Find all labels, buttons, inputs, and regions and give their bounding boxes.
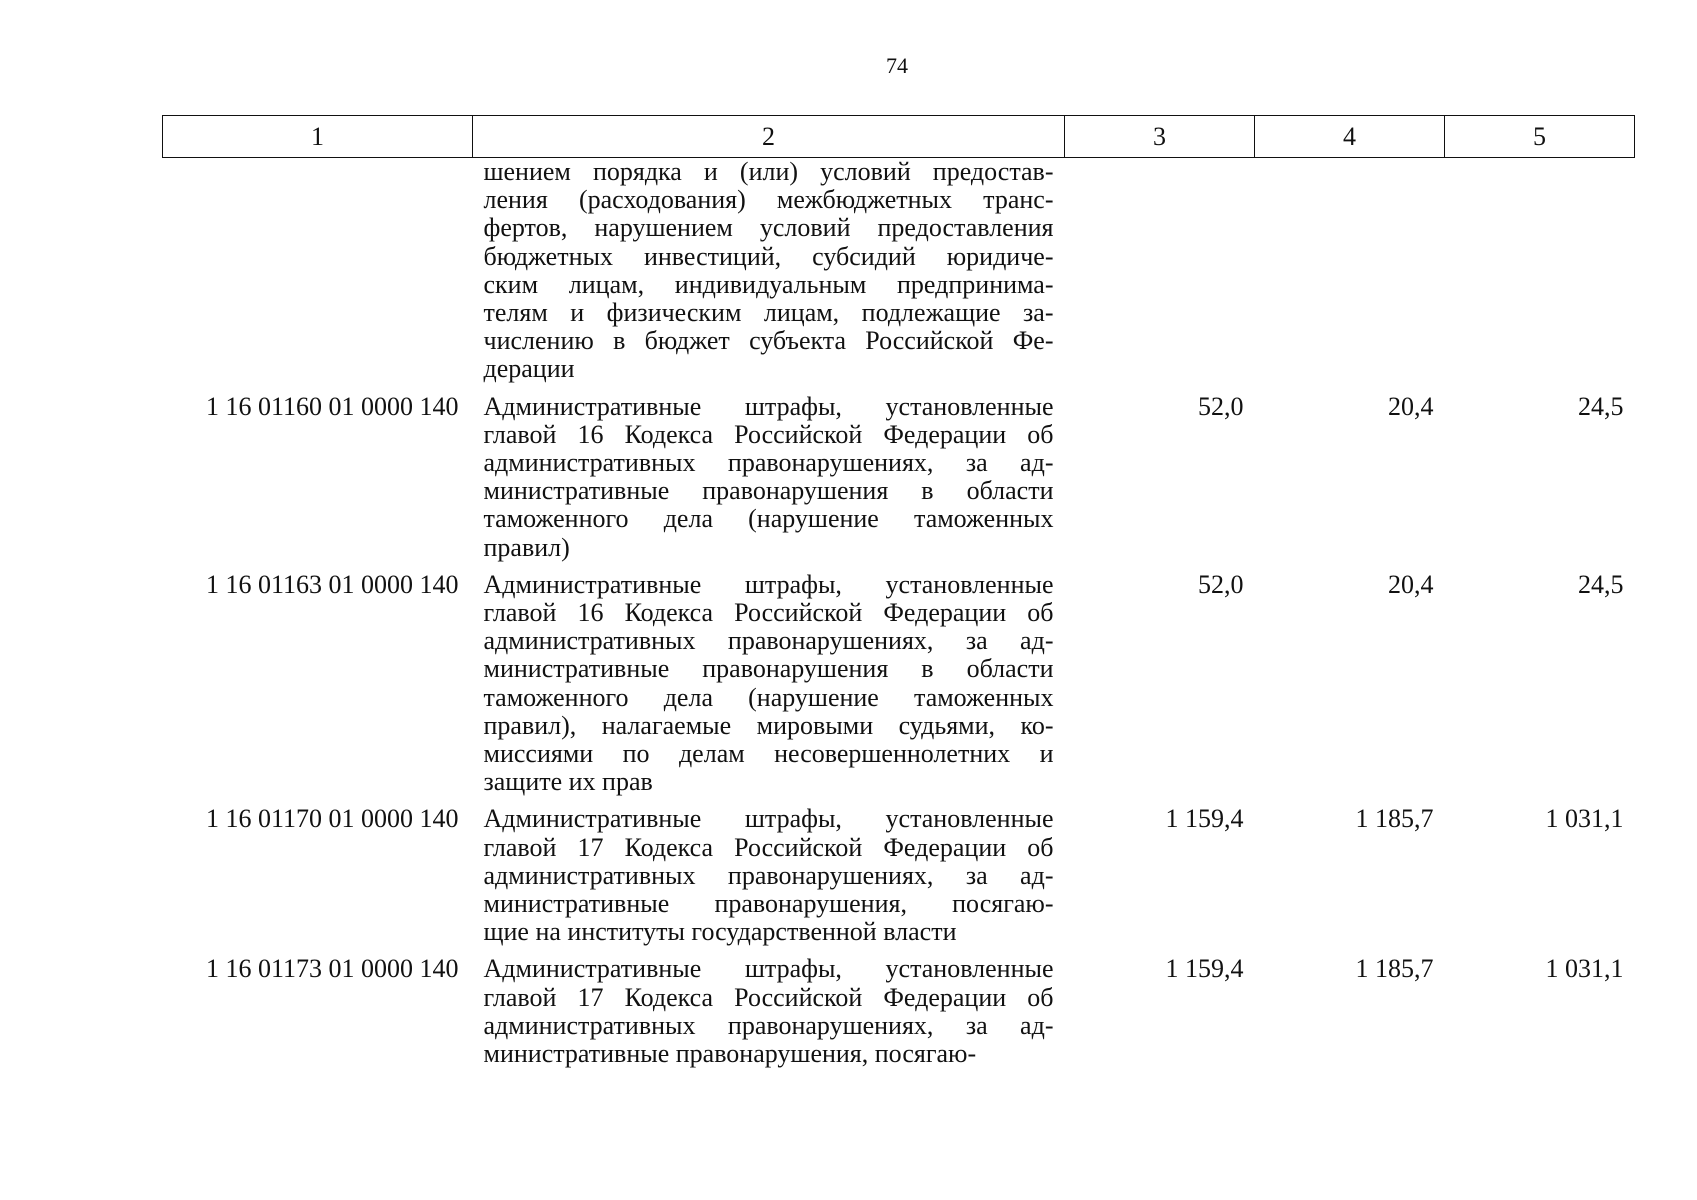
description-line: административных правонарушениях, за ад- xyxy=(483,860,1054,890)
amount-column-4-cell xyxy=(1255,158,1445,384)
description-line: миссиями по делам несовершеннолетних и xyxy=(483,739,1054,769)
column-header-5: 5 xyxy=(1445,116,1635,158)
table-header xyxy=(163,116,1635,158)
description-line: бюджетных инвестиций, субсидий юридиче- xyxy=(483,241,1054,271)
amount-column-3-cell: 52,0 xyxy=(1198,391,1244,421)
amount-column-4-cell: 1 185,7 xyxy=(1355,954,1434,984)
table-body xyxy=(163,158,1635,1069)
header-row xyxy=(163,116,1635,158)
table-row xyxy=(163,796,1635,946)
budget-code-cell: 1 16 01170 01 0000 140 xyxy=(205,804,459,834)
description-line: ления (расходования) межбюджетных транс- xyxy=(483,185,1054,215)
budget-code-cell: 1 16 01160 01 0000 140 xyxy=(205,391,459,421)
description-line: административных правонарушениях, за ад- xyxy=(483,1010,1054,1040)
amount-column-3-cell xyxy=(1065,158,1255,384)
description-line: административных правонарушениях, за ад- xyxy=(483,448,1054,478)
description-line: шением порядка и (или) условий предостав- xyxy=(483,157,1054,186)
description-line: министративные правонарушения в области xyxy=(483,476,1054,506)
description-cell xyxy=(473,796,1065,946)
column-header-2: 2 xyxy=(473,116,1065,158)
column-header-3: 3 xyxy=(1065,116,1255,158)
description-line: правил), налагаемые мировыми судьями, ко- xyxy=(483,710,1054,740)
description-line: главой 17 Кодекса Российской Федерации об xyxy=(483,982,1054,1012)
column-header-1: 1 xyxy=(163,116,473,158)
column-header-4: 4 xyxy=(1255,116,1445,158)
budget-table-container xyxy=(162,115,1634,1068)
description-line: министративные правонарушения, посягаю- xyxy=(483,1039,977,1069)
table-row xyxy=(163,384,1635,562)
description-line: правил) xyxy=(483,532,570,562)
page-number: 74 xyxy=(886,53,908,78)
budget-code-cell: 1 16 01173 01 0000 140 xyxy=(205,954,459,984)
description-line: защите их прав xyxy=(483,767,653,797)
description-cell xyxy=(473,562,1065,797)
description-line: административных правонарушениях, за ад- xyxy=(483,626,1054,656)
budget-table xyxy=(162,115,1635,1068)
amount-column-3-cell: 1 159,4 xyxy=(1165,954,1244,984)
description-line: таможенного дела (нарушение таможенных xyxy=(483,682,1054,712)
amount-column-5-cell: 1 031,1 xyxy=(1545,954,1624,984)
description-line: ским лицам, индивидуальным предпринима- xyxy=(483,269,1054,299)
budget-code-cell: 1 16 01163 01 0000 140 xyxy=(205,569,459,599)
amount-column-4-cell: 20,4 xyxy=(1388,569,1434,599)
description-line: главой 16 Кодекса Российской Федерации об xyxy=(483,419,1054,449)
description-line: Административные штрафы, установленные xyxy=(483,569,1054,599)
description-line: Административные штрафы, установленные xyxy=(483,954,1054,984)
description-line: щие на институты государственной власти xyxy=(483,917,957,947)
description-line: таможенного дела (нарушение таможенных xyxy=(483,504,1054,534)
description-cell xyxy=(473,946,1065,1068)
description-cell xyxy=(473,384,1065,562)
description-line: главой 17 Кодекса Российской Федерации об xyxy=(483,832,1054,862)
amount-column-3-cell: 1 159,4 xyxy=(1165,804,1244,834)
amount-column-4-cell: 20,4 xyxy=(1388,391,1434,421)
table-row xyxy=(163,946,1635,1068)
amount-column-5-cell: 1 031,1 xyxy=(1545,804,1624,834)
description-line: числению в бюджет субъекта Российской Фе- xyxy=(483,326,1054,356)
description-line: министративные правонарушения в области xyxy=(483,654,1054,684)
amount-column-4-cell: 1 185,7 xyxy=(1355,804,1434,834)
amount-column-5-cell xyxy=(1445,158,1635,384)
description-line: дерации xyxy=(483,354,575,384)
description-line: Административные штрафы, установленные xyxy=(483,804,1054,834)
budget-code-cell xyxy=(163,158,473,384)
description-line: фертов, нарушением условий предоставления xyxy=(483,213,1054,243)
table-row xyxy=(163,158,1635,384)
description-line: телям и физическим лицам, подлежащие за- xyxy=(483,298,1054,328)
description-line: главой 16 Кодекса Российской Федерации об xyxy=(483,598,1054,628)
description-cell xyxy=(473,158,1065,384)
amount-column-5-cell: 24,5 xyxy=(1578,391,1624,421)
amount-column-5-cell: 24,5 xyxy=(1578,569,1624,599)
amount-column-3-cell: 52,0 xyxy=(1198,569,1244,599)
description-line: министративные правонарушения, посягаю- xyxy=(483,889,1054,919)
table-row xyxy=(163,562,1635,797)
description-line: Административные штрафы, установленные xyxy=(483,391,1054,421)
